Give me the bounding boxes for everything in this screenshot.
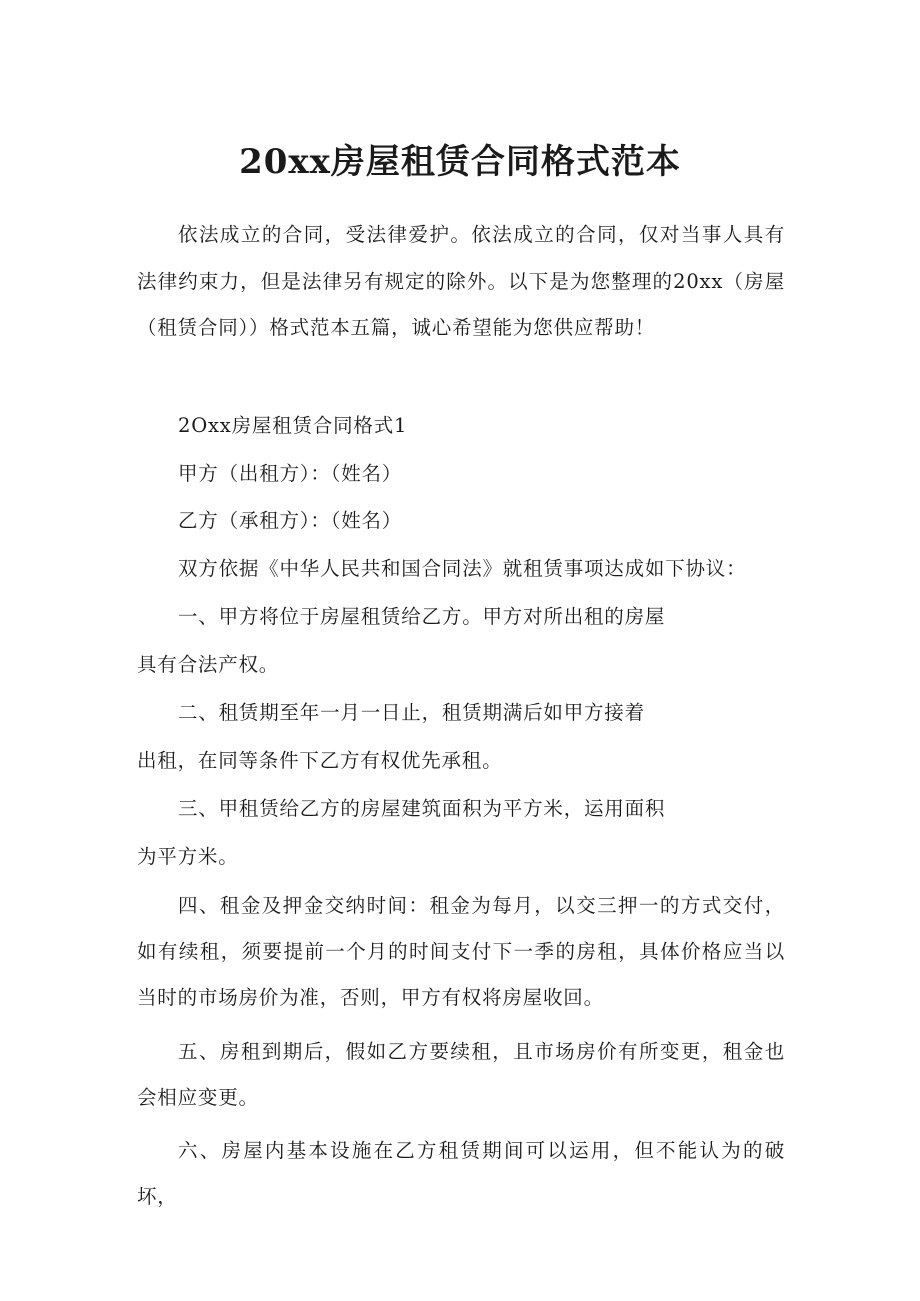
intro-paragraph <box>137 212 785 352</box>
clause-1-line-1: 一、甲方将位于房屋租赁给乙方。甲方对所出租的房屋 <box>178 605 666 628</box>
clause-3-line-1: 三、甲租赁给乙方的房屋建筑面积为平方米，运用面积 <box>178 797 666 820</box>
clause-6-paragraph <box>137 1128 785 1220</box>
clause-4-paragraph <box>137 883 785 1021</box>
clause-2-line-2: 出租，在同等条件下乙方有权优先承租。 <box>137 749 503 772</box>
clause-5-paragraph <box>137 1029 785 1121</box>
document-title: 20xx房屋租赁合同格式范本 <box>239 142 681 182</box>
agreement-line: 双方依据《中华人民共和国合同法》就租赁事项达成如下协议： <box>178 557 747 580</box>
clause-4-text: 四、租金及押金交纳时间：租金为每月，以交三押一的方式交付，如有续租，须要提前一个月的时间支付下一季的房租，具体价格应当以当时的市场房价为准，否则，甲方有权将房屋收回。 <box>137 894 785 1009</box>
clause-2-line-1: 二、租赁期至年一月一日止，租赁期满后如甲方接着 <box>178 701 645 724</box>
clause-6-text: 六、房屋内基本设施在乙方租赁期间可以运用，但不能认为的破坏， <box>137 1139 785 1208</box>
clause-3-line-2: 为平方米。 <box>137 845 239 868</box>
section-heading: 2Oxx房屋租赁合同格式1 <box>178 414 408 437</box>
party-a-line: 甲方（出租方）：（姓名） <box>178 462 403 485</box>
intro-text: 依法成立的合同，受法律爱护。依法成立的合同，仅对当事人具有法律约束力，但是法律另有规定的除外。以下是为您整理的20xx（房屋（租赁合同））格式范本五篇，诚心希望能为您供应帮助！ <box>137 223 785 339</box>
clause-1-line-2: 具有合法产权。 <box>137 653 280 676</box>
clause-5-text: 五、房租到期后，假如乙方要续租，且市场房价有所变更，租金也会相应变更。 <box>137 1040 785 1109</box>
party-b-line: 乙方（承租方）：（姓名） <box>178 509 403 532</box>
